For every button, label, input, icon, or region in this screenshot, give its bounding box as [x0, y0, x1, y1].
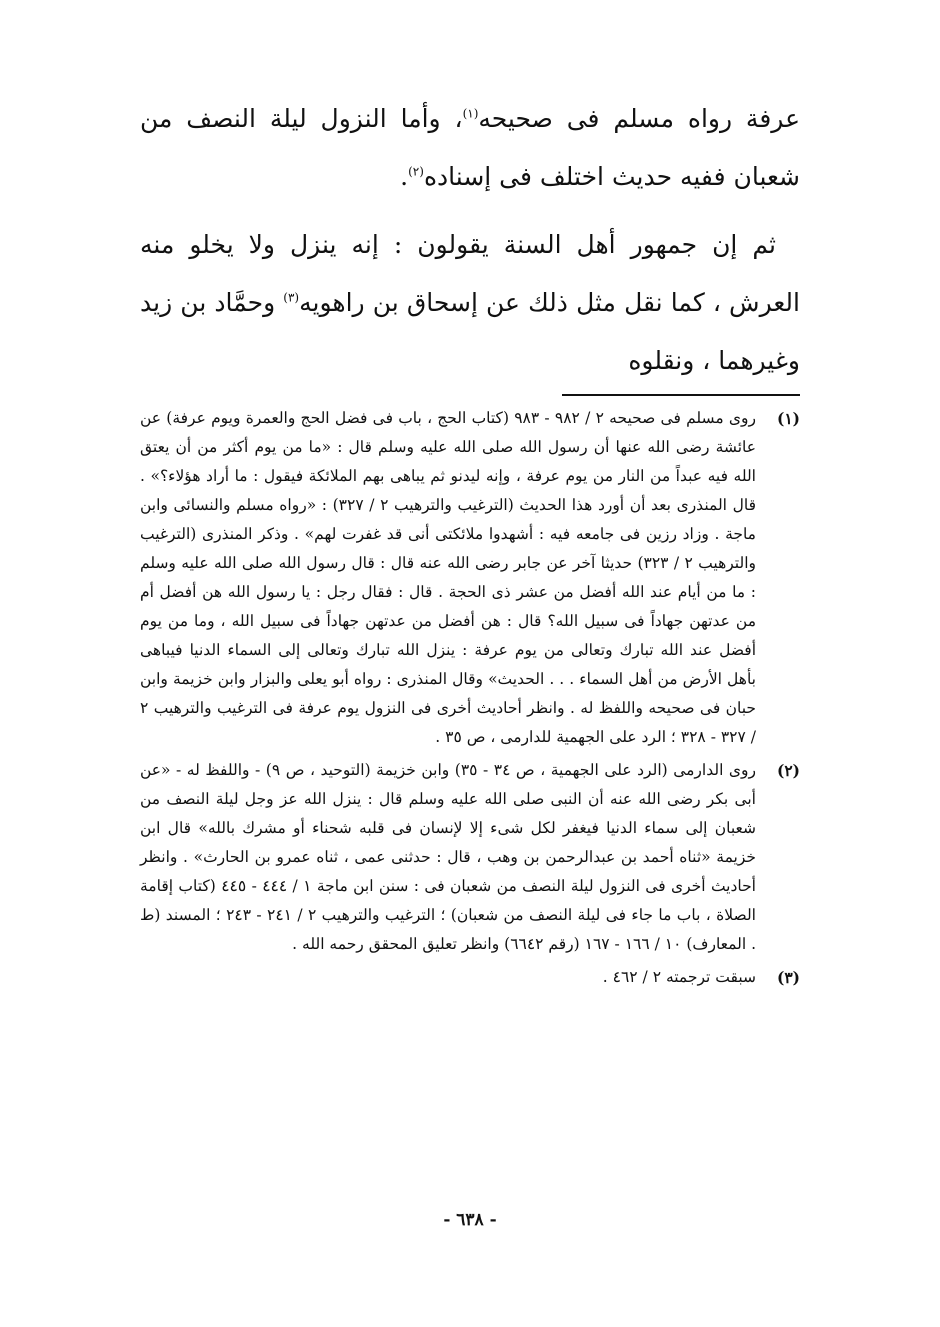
footnote [140, 756, 800, 959]
book-page [140, 90, 800, 996]
footnote-number: (٢) [776, 761, 800, 780]
footnote-text: روى الدارمى (الرد على الجهمية ، ص ٣٤ - ٣٥) وابن خزيمة (التوحيد ، ص ٩) - واللفظ له - «عن أبى بكر رضى الله عنه أن النبى صلى الله عليه وسلم قال : ينزل الله عز وجل ليلة النصف من شعبان إلى سماء الدنيا فيغفر لكل شىء إلا لإنسان فى قلبه شحناء أو مشرك بالله» قال ابن خزيمة «ثناه أحمد بن عبدالرحمن بن وهب ، قال : حدثنى عمى ، ثناه عمرو بن الحارث» . وانظر أحاديث أخرى فى النزول ليلة النصف من شعبان فى : سنن ابن ماجة ١ / ٤٤٤ - ٤٤٥ (كتاب إقامة الصلاة ، باب ما جاء فى ليلة النصف من شعبان) ؛ الترغيب والترهيب ٢ / ٢٤١ - ٢٤٣ ؛ المسند (ط . المعارف) ١٠ / ١٦٦ - ١٦٧ (رقم ٦٦٤٢) وانظر تعليق المحقق رحمه الله . [140, 761, 756, 953]
footnote-text: سبقت ترجمته ٢ / ٤٦٢ . [602, 968, 756, 986]
footnote-number: (٣) [776, 968, 800, 987]
main-text: ثم إن جمهور أهل السنة يقولون : إنه ينزل ولا يخلو منه العرش ، كما نقل مثل ذلك عن إسحاق بن راهويه [140, 230, 800, 317]
footnote-text: روى مسلم فى صحيحه ٢ / ٩٨٢ - ٩٨٣ (كتاب الحج ، باب فى فضل الحج والعمرة ويوم عرفة) عن عائشة رضى الله عنها أن رسول الله صلى الله عليه وسلم قال : «ما من يوم أكثر من أن يعتق الله فيه عبداً من النار من يوم عرفة ، وإنه ليدنو ثم يباهى بهم الملائكة فيقول : ما أراد هؤلاء؟» . قال المنذرى بعد أن أورد هذا الحديث (الترغيب والترهيب ٢ / ٣٢٧) : «رواه مسلم والنسائى وابن ماجة . وزاد رزين فى جامعه فيه : أشهدوا ملائكتى أنى قد غفرت لهم» . وذكر المنذرى (الترغيب والترهيب ٢ / ٣٢٣) حديثا آخر عن جابر رضى الله عنه قال : قال رسول الله صلى الله عليه وسلم : ما من أيام عند الله أفضل من عشر ذى الحجة . قال : فقال رجل : يا رسول الله هن أفضل أم من عدتهن جهاداً فى سبيل الله؟ قال : هن أفضل من عدتهن جهاداً فى سبيل الله ، وما من يوم أفضل عند الله تبارك وتعالى من يوم عرفة : ينزل الله تبارك وتعالى إلى السماء الدنيا فيباهى بأهل الأرض من أهل السماء . . . الحديث» وقال المنذرى : رواه أبو يعلى والبزار وابن خزيمة وابن حبان فى صحيحه واللفظ له . وانظر أحاديث أخرى فى النزول يوم عرفة فى الترغيب والترهيب ٢ / ٣٢٧ - ٣٢٨ ؛ الرد على الجهمية للدارمى ، ص ٣٥ . [140, 409, 756, 746]
main-text: ، وأما النزول ليلة النصف من شعبان ففيه حديث اختلف فى إسناده [140, 104, 800, 191]
main-text: عرفة رواه مسلم فى صحيحه [478, 104, 801, 133]
main-text: وحمَّاد بن زيد وغيرهما ، ونقلوه [140, 288, 800, 375]
main-paragraph-2 [140, 216, 800, 390]
footnote-reference: (٣) [283, 290, 300, 305]
footnote-number: (١) [776, 409, 800, 428]
main-text: . [400, 162, 409, 191]
page-number: - ٦٣٨ - [443, 1210, 497, 1230]
footnote [140, 963, 800, 992]
footnote-separator [562, 394, 800, 396]
footnote-reference: (١) [462, 106, 479, 121]
footnote [140, 404, 800, 752]
footnotes-section [140, 404, 800, 992]
footnote-reference: (٢) [408, 164, 424, 179]
main-paragraph-1 [140, 90, 800, 206]
